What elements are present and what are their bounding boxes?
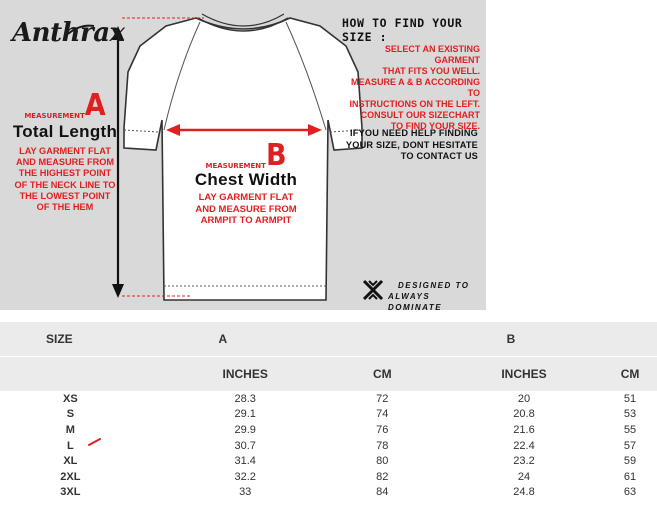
- subheader-a-inches: INCHES: [141, 357, 310, 392]
- help-line: TO CONTACT US: [400, 151, 478, 162]
- measurement-b-desc-line: AND MEASURE FROM: [195, 203, 297, 215]
- b-inches-cell: 22.4: [513, 439, 535, 452]
- header-b: B: [425, 322, 657, 357]
- table-header-row: [0, 322, 657, 357]
- a-cm-cell: 72: [376, 392, 389, 405]
- brand-x-mark-icon: [362, 279, 384, 301]
- a-inches-cell: 31.4: [234, 455, 256, 468]
- size-cell: M: [65, 423, 75, 436]
- b-inches-cell: 24: [517, 470, 531, 483]
- measurement-b-prefix: MEASUREMENT: [205, 162, 266, 170]
- help-line: YOUR SIZE, DONT HESITATE: [345, 139, 478, 150]
- b-inches-cell: 23.2: [513, 455, 535, 468]
- size-cell: XL: [63, 455, 78, 468]
- how-to-instructions: [342, 44, 480, 132]
- how-to-line: TO FIND YOUR SIZE.: [390, 121, 480, 131]
- measurement-b-title: Chest Width: [194, 170, 298, 189]
- measurement-b-desc-line: LAY GARMENT FLAT: [198, 192, 294, 203]
- brand-tagline: [388, 280, 486, 310]
- size-cell: L: [66, 439, 74, 452]
- tagline-line-2: ALWAYS DOMINATE: [388, 292, 443, 310]
- subheader-a-cm: CM: [310, 357, 425, 392]
- measurement-a-prefix: MEASUREMENT: [24, 112, 85, 120]
- brand-logo: Anthrax: [12, 18, 125, 48]
- how-to-title: HOW TO FIND YOUR SIZE :: [342, 16, 463, 44]
- a-cm-cell: 76: [376, 423, 389, 436]
- b-cm-cell: 55: [623, 423, 637, 436]
- a-cm-cell: 74: [376, 408, 389, 421]
- help-line: IFYOU NEED HELP FINDING: [350, 128, 478, 138]
- how-to-find-size: [342, 16, 480, 132]
- a-inches-cell: 28.3: [234, 392, 256, 405]
- measurement-a-desc-line: LAY GARMENT FLAT: [19, 146, 111, 156]
- a-cm-cell: 78: [376, 439, 389, 452]
- size-chart-table: [0, 322, 657, 500]
- table-row: [0, 485, 657, 501]
- size-cell: 2XL: [60, 470, 81, 483]
- a-inches-cell: 30.7: [234, 439, 256, 452]
- b-cm-cell: 59: [623, 455, 637, 468]
- measurement-a-info: [10, 88, 120, 213]
- table-row: [0, 469, 657, 485]
- how-to-line: INSTRUCTIONS ON THE LEFT.: [349, 99, 480, 109]
- a-inches-cell: 32.2: [234, 470, 256, 483]
- b-inches-cell: 20: [517, 392, 531, 405]
- b-inches-cell: 21.6: [513, 423, 535, 436]
- subheader-b-cm: CM: [603, 357, 657, 392]
- a-inches-cell: 33: [239, 486, 252, 499]
- subheader-b-inches: INCHES: [425, 357, 603, 392]
- table-row: [0, 422, 657, 438]
- header-size: SIZE: [0, 322, 141, 357]
- b-cm-cell: 61: [623, 470, 637, 483]
- measurement-b-description: [186, 192, 306, 227]
- red-tick-mark-icon: [88, 437, 102, 447]
- b-cm-cell: 57: [623, 439, 637, 452]
- b-inches-cell: 20.8: [513, 408, 535, 421]
- tagline-line-1: DESIGNED TO: [398, 281, 470, 290]
- measurement-b-info: [186, 138, 306, 227]
- measurement-a-desc-line: THE HIGHEST POINT: [18, 168, 112, 179]
- measurement-b-letter: B: [265, 138, 287, 173]
- size-cell: 3XL: [60, 486, 81, 499]
- b-cm-cell: 63: [623, 486, 637, 499]
- b-inches-cell: 24.8: [513, 486, 535, 499]
- a-inches-cell: 29.1: [234, 408, 256, 421]
- a-cm-cell: 80: [376, 455, 389, 468]
- how-to-line: THAT FITS YOU WELL.: [382, 66, 480, 76]
- table-row: [0, 391, 657, 407]
- measurement-a-letter: A: [84, 88, 106, 123]
- help-contact-info: [342, 128, 478, 163]
- measurement-a-desc-line: AND MEASURE FROM: [16, 157, 114, 168]
- a-cm-cell: 84: [376, 486, 389, 499]
- how-to-line: MEASURE A & B ACCORDING TO: [350, 77, 480, 98]
- measurement-a-title: Total Length: [12, 122, 118, 141]
- b-cm-cell: 53: [623, 408, 637, 421]
- size-guide-panel: [0, 0, 486, 310]
- measurement-a-desc-line: THE LOWEST POINT: [19, 190, 111, 201]
- header-a: A: [141, 322, 425, 357]
- size-cell: S: [66, 408, 75, 421]
- b-cm-cell: 51: [623, 392, 637, 405]
- table-subheader-row: [0, 357, 657, 392]
- measurement-a-description: [10, 146, 120, 213]
- measurement-a-desc-line: OF THE HEM: [36, 202, 94, 213]
- a-inches-cell: 29.9: [234, 423, 256, 436]
- measurement-b-desc-line: ARMPIT TO ARMPIT: [200, 215, 292, 226]
- how-to-line: SELECT AN EXISTING GARMENT: [384, 44, 480, 65]
- size-cell: XS: [63, 392, 78, 405]
- table-row: [0, 407, 657, 423]
- logo-swash-icon: [66, 22, 96, 36]
- a-cm-cell: 82: [376, 470, 389, 483]
- how-to-line: CONSULT OUR SIZECHART: [360, 110, 480, 120]
- table-row: [0, 453, 657, 469]
- measurement-a-desc-line: OF THE NECK LINE TO: [14, 179, 116, 190]
